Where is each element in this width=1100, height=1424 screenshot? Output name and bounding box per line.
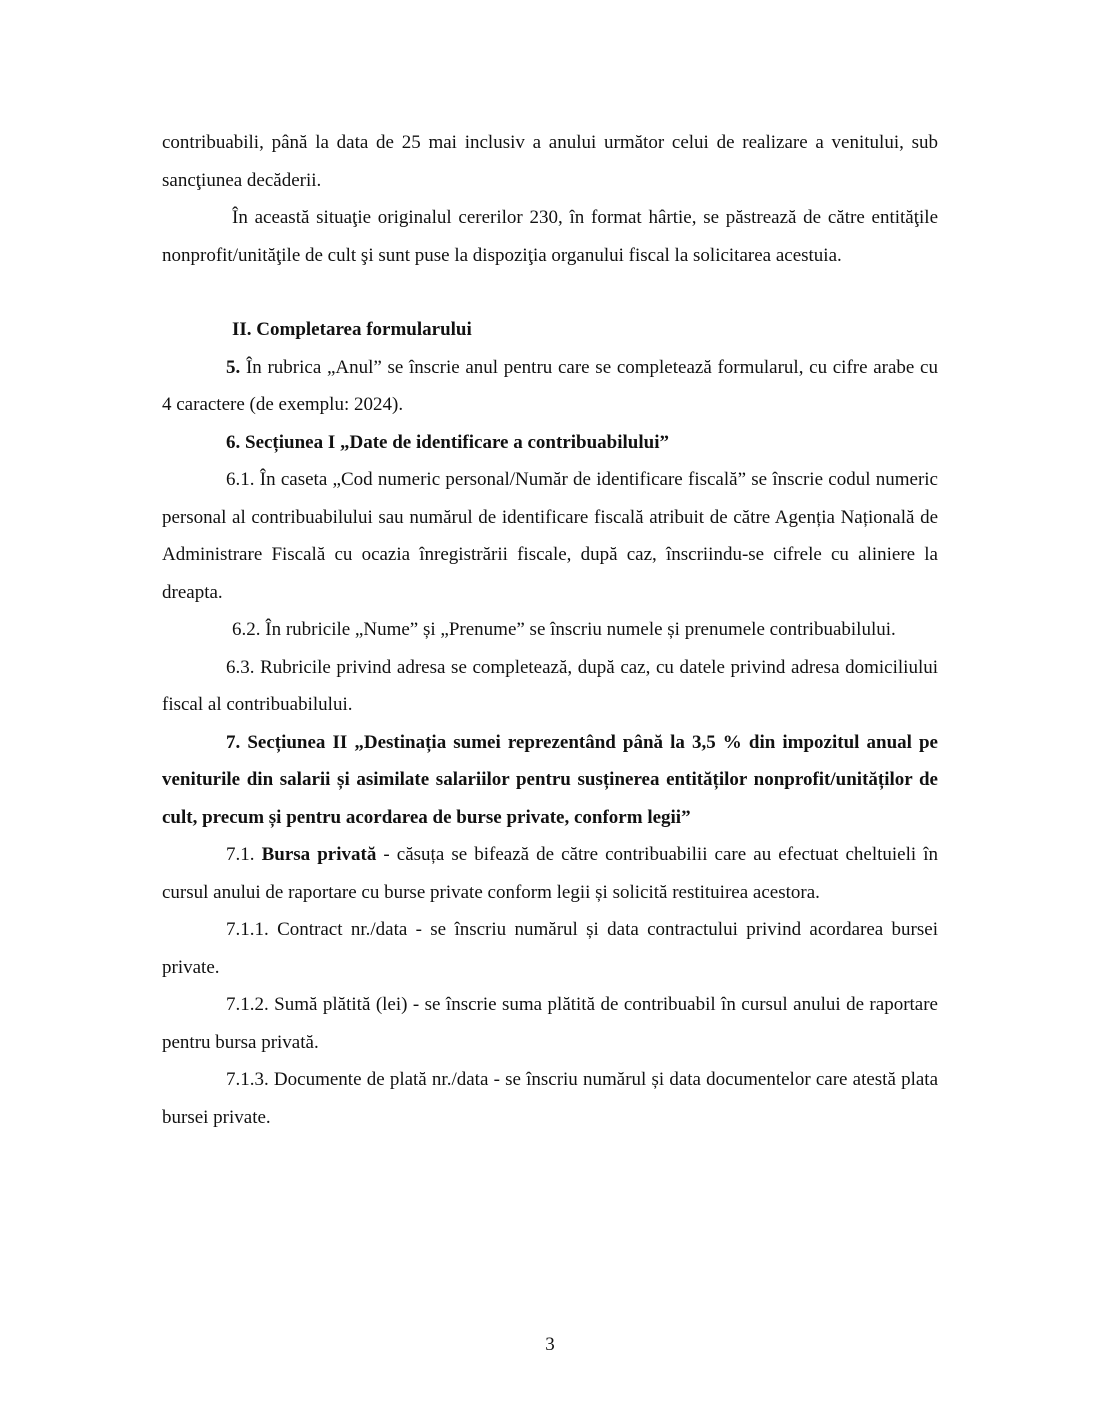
paragraph-7-1-text: - căsuța se bifează de către contribuabilii care au efectuat cheltuieli în cursul anului de raportare cu burse private conform legii și solicită restituirea acestora. bbox=[162, 844, 938, 903]
paragraph-7-1-2: 7.1.2. Sumă plătită (lei) - se înscrie suma plătită de contribuabil în cursul anului de raportare pentru bursa privată. bbox=[162, 994, 938, 1053]
page-number: 3 bbox=[545, 1334, 555, 1355]
paragraph-5-number: 5. bbox=[226, 356, 241, 378]
paragraph-7-1 bbox=[162, 836, 938, 911]
paragraph-6-2: 6.2. În rubricile „Nume” și „Prenume” se înscriu numele și prenumele contribuabilului. bbox=[232, 619, 896, 640]
paragraph-deadline: contribuabili, până la data de 25 mai inclusiv a anului următor celui de realizare a venitului, sub sancţiunea decăderii. bbox=[162, 132, 938, 191]
paragraph-7-1-3: 7.1.3. Documente de plată nr./data - se înscriu numărul și data documentelor care atestă plata bursei private. bbox=[162, 1069, 938, 1128]
paragraph-6-3: 6.3. Rubricile privind adresa se completează, după caz, cu datele privind adresa domiciliului fiscal al contribuabilului. bbox=[162, 656, 938, 715]
paragraph-5 bbox=[162, 349, 938, 424]
paragraph-6-1: 6.1. În caseta „Cod numeric personal/Număr de identificare fiscală” se înscrie codul numeric personal al contribuabilului sau numărul de identificare fiscală atribuit de către Agenția Națională de Administrare Fiscală cu ocazia înregistrării fiscale, după caz, înscriindu-se cifrele cu aliniere la dreapta. bbox=[162, 469, 938, 603]
section-heading-ii: II. Completarea formularului bbox=[232, 319, 472, 340]
section-i-title: 6. Secțiunea I „Date de identificare a contribuabilului” bbox=[226, 431, 669, 453]
section-ii-title: 7. Secțiunea II „Destinația sumei reprezentând până la 3,5 % din impozitul anual pe veniturile din salarii și asimilate salariilor pentru susținerea entităților nonprofit/unităților de cult, precum și pentru acordarea de burse private, conform legii” bbox=[162, 731, 938, 828]
paragraph-original-forms: În această situaţie originalul cererilor 230, în format hârtie, se păstrează de către entităţile nonprofit/unităţile de cult şi sunt puse la dispoziţia organului fiscal la solicitarea acestuia. bbox=[162, 207, 938, 266]
document-body bbox=[162, 124, 938, 1136]
paragraph-5-text: În rubrica „Anul” se înscrie anul pentru care se completează formularul, cu cifre arabe cu 4 caractere (de exemplu: 2024). bbox=[162, 356, 938, 415]
paragraph-7-1-term: Bursa privată bbox=[261, 844, 377, 865]
paragraph-7-1-number: 7.1. bbox=[226, 844, 262, 865]
paragraph-7-1-1: 7.1.1. Contract nr./data - se înscriu numărul și data contractului privind acordarea bursei private. bbox=[162, 919, 938, 978]
